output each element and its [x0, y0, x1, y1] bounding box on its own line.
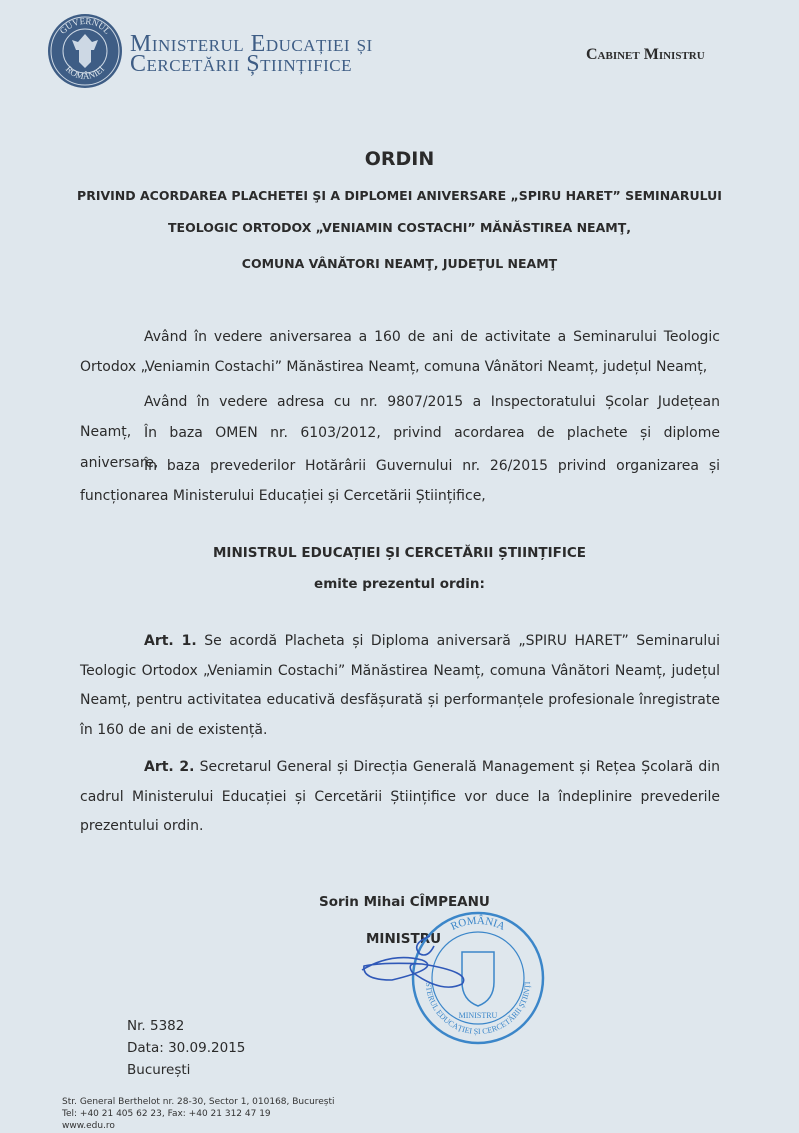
registration-number: Nr. 5382 — [127, 1018, 185, 1034]
article-text: Secretarul General și Direcția Generală Management și Rețea Școlară din cadrul Ministerului Educației și Cercetării Științifice vor duce la îndeplinire prevederile prezentului ordin. — [80, 759, 720, 834]
preamble-paragraph: Având în vedere aniversarea a 160 de ani de activitate a Seminarului Teologic Ortodox „Veniamin Costachi” Mănăstirea Neamț, comuna Vânători Neamț, județul Neamț, — [80, 329, 720, 375]
svg-text:GUVERNUL — [58, 16, 113, 36]
preamble-paragraph: În baza OMEN nr. 6103/2012, privind acordarea de plachete și diplome aniversare, — [80, 425, 720, 471]
ministry-line-1: Ministerul Educației și — [130, 31, 373, 57]
footer-website[interactable]: www.edu.ro — [62, 1121, 115, 1131]
preamble-paragraph: În baza prevederilor Hotărârii Guvernului nr. 26/2015 privind organizarea și funcționarea Ministerului Educației și Cercetării Științifice, — [80, 458, 720, 504]
footer-address: Str. General Berthelot nr. 28-30, Sector 1, 010168, București — [62, 1097, 335, 1107]
subtitle-line-1: PRIVIND ACORDAREA PLACHETEI ŞI A DIPLOMEI ANIVERSARE „SPIRU HARET” SEMINARULUI — [77, 188, 722, 203]
ministry-name — [130, 31, 373, 77]
article-label: Art. 1. — [144, 633, 197, 649]
stamp-text-center: MINISTRU — [458, 1011, 498, 1020]
signatory-role: MINISTRU — [366, 931, 442, 947]
article-text: Se acordă Placheta și Diploma aniversară „SPIRU HARET” Seminarului Teologic Ortodox „Veniamin Costachi” Mănăstirea Neamț, comuna Vânători Neamț, județul Neamț, pentru activitatea educativă desfășurată și performanțele profesionale înregistrate în 160 de ani de existență. — [80, 633, 720, 738]
article-label: Art. 2. — [144, 759, 195, 775]
subtitle-line-3: COMUNA VÂNĂTORI NEAMŢ, JUDEŢUL NEAMŢ — [241, 256, 558, 271]
article-2 — [80, 753, 720, 842]
preamble-paragraph: Având în vedere adresa cu nr. 9807/2015 a Inspectoratului Școlar Județean Neamț, — [80, 394, 720, 440]
stamp-text-top: ROMÂNIA — [449, 914, 507, 933]
document-title: ORDIN — [364, 148, 435, 170]
footer — [62, 1096, 335, 1132]
article-1 — [80, 627, 720, 745]
issuer-subheading: emite prezentul ordin: — [314, 576, 485, 592]
stamp-text-ring: STERUL EDUCAȚIEI ȘI CERCETĂRII ȘTIINȚI — [423, 981, 533, 1037]
logo-text-bottom: ROMÂNIEI — [63, 63, 107, 82]
government-seal-logo — [48, 14, 122, 88]
ministry-line-2: Cercetării Științifice — [130, 51, 352, 77]
registration-date: Data: 30.09.2015 — [127, 1040, 246, 1056]
signatory-name: Sorin Mihai CÎMPEANU — [319, 894, 490, 910]
registration-place: București — [127, 1062, 191, 1078]
issuer-heading: MINISTRUL EDUCAȚIEI ȘI CERCETĂRII ȘTIINȚIFICE — [212, 545, 587, 561]
cabinet-label: Cabinet Ministru — [586, 46, 705, 63]
handwritten-signature — [360, 930, 510, 1000]
logo-text-top: GUVERNUL — [57, 15, 113, 36]
subtitle-line-2: TEOLOGIC ORTODOX „VENIAMIN COSTACHI” MĂNĂSTIREA NEAMŢ, — [168, 220, 631, 235]
footer-phone: Tel: +40 21 405 62 23, Fax: +40 21 312 47 19 — [62, 1109, 271, 1119]
